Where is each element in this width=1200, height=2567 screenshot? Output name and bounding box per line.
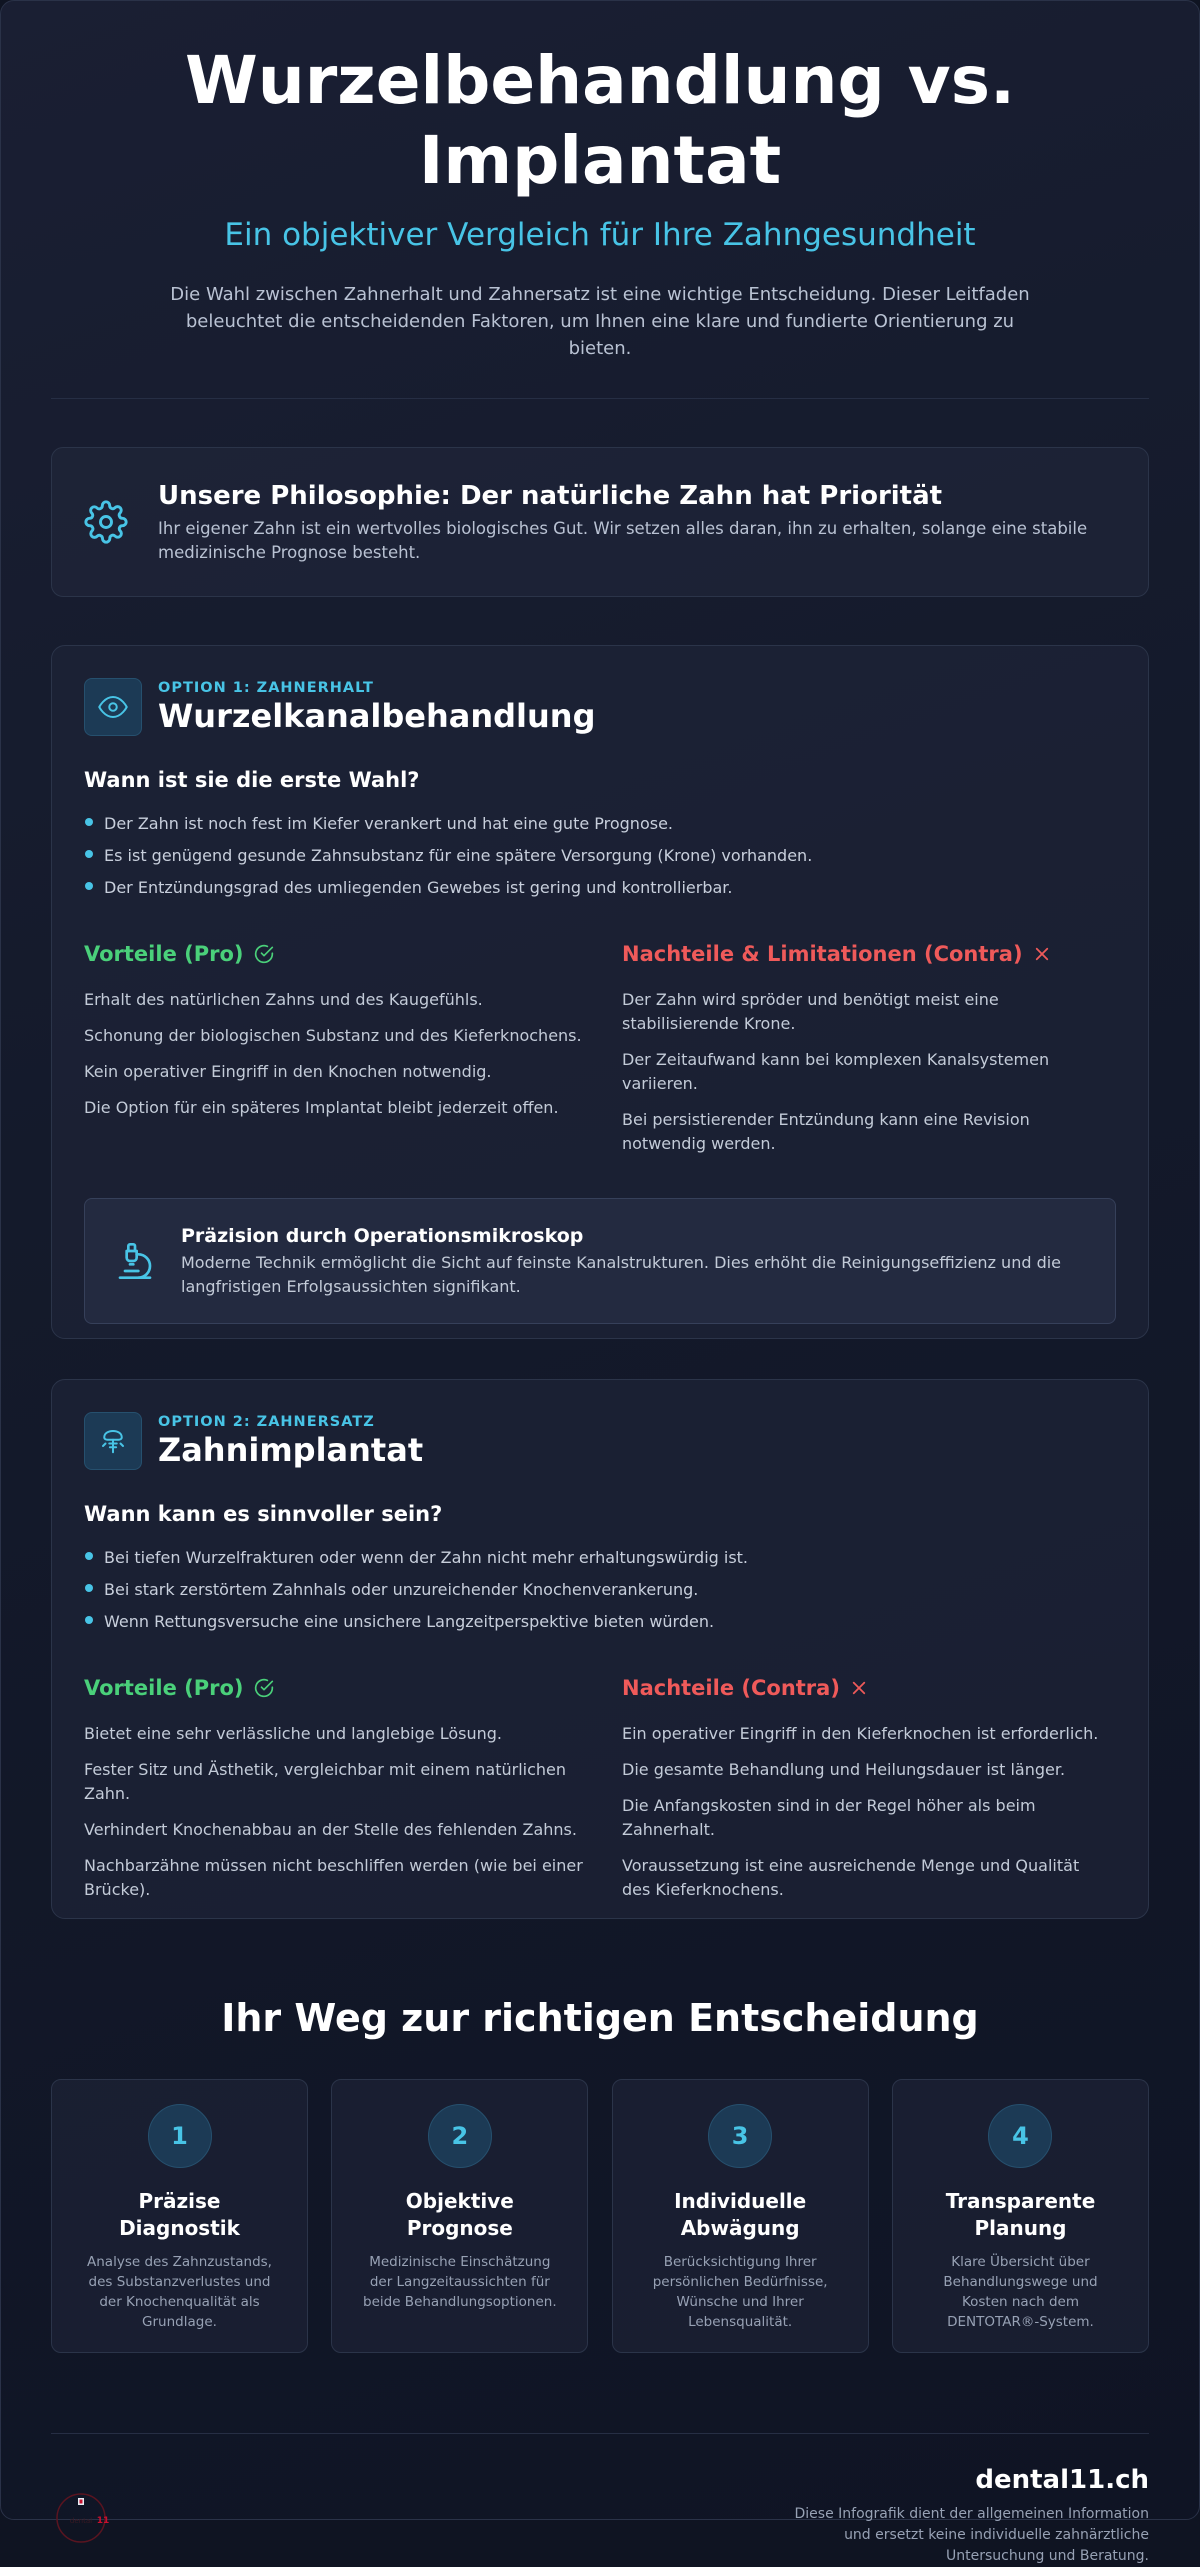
option-2-pro-title [84, 1674, 600, 1702]
footer-divider [51, 2433, 1149, 2434]
step-number: 2 [428, 2104, 492, 2168]
step-title: Objektive Prognose [405, 2189, 514, 2240]
option-1-when-title: Wann ist sie die erste Wahl? [84, 768, 420, 792]
step-number: 1 [148, 2104, 212, 2168]
option-1-tag: OPTION 1: ZAHNERHALT [158, 680, 374, 696]
step-number: 3 [708, 2104, 772, 2168]
option-2-icon-box [84, 1412, 142, 1470]
option-1-pro-title [84, 940, 600, 968]
step-card [51, 2079, 308, 2353]
option-2-tag: OPTION 2: ZAHNERSATZ [158, 1414, 375, 1430]
step-title: Individuelle Abwägung [674, 2189, 807, 2240]
list-item: Bei tiefen Wurzelfrakturen oder wenn der Zahn nicht mehr erhaltungswürdig ist. [84, 1542, 1116, 1574]
list-item: Die gesamte Behandlung und Heilungsdauer ist länger. [622, 1760, 1066, 1779]
con-title-label: Nachteile & Limitationen (Contra) [622, 942, 1023, 966]
option-1-header [84, 678, 1116, 736]
list-item: Die Option für ein späteres Implantat bleibt jederzeit offen. [84, 1098, 559, 1117]
pro-title-label: Vorteile (Pro) [84, 942, 244, 966]
footer [51, 2464, 1149, 2567]
step-card [612, 2079, 869, 2353]
con-title-label: Nachteile (Contra) [622, 1676, 840, 1700]
philosophy-text: Ihr eigener Zahn ist ein wertvolles biologisches Gut. Wir setzen alles daran, ihn zu erhalten, solange eine stabile medizinische Prognose besteht. [158, 519, 1088, 562]
list-item: Der Zahn ist noch fest im Kiefer verankert und hat eine gute Prognose. [84, 808, 1116, 840]
list-item: Bei persistierender Entzündung kann eine Revision notwendig werden. [622, 1110, 1030, 1153]
step-text: Medizinische Einschätzung der Langzeitaussichten für beide Behandlungsoptionen. [363, 2254, 557, 2310]
option-1-icon-box [84, 678, 142, 736]
option-2-con-list [622, 1722, 1116, 1902]
microscope-icon [115, 1241, 155, 1281]
option-1-title: Wurzelkanalbehandlung [158, 697, 596, 735]
step-card [331, 2079, 588, 2353]
check-circle-icon [254, 1678, 274, 1698]
list-item: Verhindert Knochenabbau an der Stelle des fehlenden Zahns. [84, 1820, 577, 1839]
option-2-pro-column [84, 1674, 600, 1914]
gear-icon [84, 500, 128, 544]
list-item: Nachbarzähne müssen nicht beschliffen werden (wie bei einer Brücke). [84, 1856, 583, 1899]
x-icon [850, 1679, 868, 1697]
option-2-pro-list [84, 1722, 600, 1902]
dental11-logo-icon [51, 2486, 111, 2546]
list-item: Der Zeitaufwand kann bei komplexen Kanalsystemen variieren. [622, 1050, 1050, 1093]
option-1-when-list [84, 808, 1116, 904]
eye-icon [98, 692, 128, 722]
list-item: Es ist genügend gesunde Zahnsubstanz für eine spätere Versorgung (Krone) vorhanden. [84, 840, 1116, 872]
step-number: 4 [988, 2104, 1052, 2168]
step-title: Präzise Diagnostik [119, 2189, 240, 2240]
svg-text:11: 11 [96, 2515, 110, 2526]
option-2-card [51, 1379, 1149, 1919]
pro-title-label: Vorteile (Pro) [84, 1676, 244, 1700]
list-item: Bei stark zerstörtem Zahnhals oder unzureichender Knochenverankerung. [84, 1574, 1116, 1606]
list-item: Kein operativer Eingriff in den Knochen notwendig. [84, 1062, 492, 1081]
page-title: Wurzelbehandlung vs. Implantat [184, 42, 1016, 199]
list-item: Der Entzündungsgrad des umliegenden Gewebes ist gering und kontrollierbar. [84, 872, 1116, 904]
option-2-con-column [600, 1674, 1116, 1914]
option-2-title: Zahnimplantat [158, 1431, 424, 1469]
intro-text: Die Wahl zwischen Zahnerhalt und Zahnersatz ist eine wichtige Entscheidung. Dieser Leitfaden beleuchtet die entscheidenden Faktoren, um Ihnen eine klare und fundierte Orientierung zu bieten. [170, 284, 1030, 359]
option-1-pro-contra [84, 940, 1116, 1168]
svg-text:dental: dental [69, 2516, 93, 2525]
step-text: Analyse des Zahnzustands, des Substanzverlustes und der Knochenqualität als Grundlage. [87, 2254, 272, 2330]
list-item: Wenn Rettungsversuche eine unsichere Langzeitperspektive bieten würden. [84, 1606, 1116, 1638]
option-2-header [84, 1412, 1116, 1470]
option-1-pro-column [84, 940, 600, 1168]
option-1-pro-list [84, 988, 600, 1120]
option-2-pro-contra [84, 1674, 1116, 1914]
philosophy-box [51, 447, 1149, 597]
list-item: Erhalt des natürlichen Zahns und des Kaugefühls. [84, 990, 483, 1009]
header [51, 1, 1149, 362]
page-subtitle: Ein objektiver Vergleich für Ihre Zahngesundheit [224, 217, 976, 253]
option-1-con-list [622, 988, 1116, 1156]
highlight-text: Moderne Technik ermöglicht die Sicht auf feinste Kanalstrukturen. Dies erhöht die Reinigungseffizienz und die langfristigen Erfolgsaussichten signifikant. [181, 1253, 1062, 1296]
list-item: Fester Sitz und Ästhetik, vergleichbar mit einem natürlichen Zahn. [84, 1760, 567, 1803]
option-1-con-title [622, 940, 1116, 968]
option-1-card [51, 645, 1149, 1339]
brand-name: dental11.ch [975, 2465, 1149, 2495]
highlight-title: Präzision durch Operationsmikroskop [181, 1225, 584, 1247]
list-item: Schonung der biologischen Substanz und des Kieferknochens. [84, 1026, 582, 1045]
philosophy-title: Unsere Philosophie: Der natürliche Zahn hat Priorität [158, 481, 943, 511]
implant-icon [98, 1426, 128, 1456]
option-2-con-title [622, 1674, 1116, 1702]
microscope-highlight-box [84, 1198, 1116, 1324]
list-item: Der Zahn wird spröder und benötigt meist eine stabilisierende Krone. [622, 990, 999, 1033]
list-item: Ein operativer Eingriff in den Kieferknochen ist erforderlich. [622, 1724, 1099, 1743]
step-text: Berücksichtigung Ihrer persönlichen Bedürfnisse, Wünsche und Ihrer Lebensqualität. [652, 2254, 828, 2330]
step-text: Klare Übersicht über Behandlungswege und Kosten nach dem DENTOTAR®-System. [943, 2254, 1098, 2330]
step-card [892, 2079, 1149, 2353]
step-title: Transparente Planung [945, 2189, 1096, 2240]
steps-title: Ihr Weg zur richtigen Entscheidung [221, 1996, 979, 2040]
check-circle-icon [254, 944, 274, 964]
option-2-when-title: Wann kann es sinnvoller sein? [84, 1502, 443, 1526]
list-item: Die Anfangskosten sind in der Regel höher als beim Zahnerhalt. [622, 1796, 1036, 1839]
x-icon [1033, 945, 1051, 963]
list-item: Bietet eine sehr verlässliche und langlebige Lösung. [84, 1724, 502, 1743]
header-divider [51, 398, 1149, 399]
disclaimer-text: Diese Infografik dient der allgemeinen Information und ersetzt keine individuelle zahnärztliche Untersuchung und Beratung. [794, 2506, 1149, 2564]
option-2-when-list [84, 1542, 1116, 1638]
list-item: Voraussetzung ist eine ausreichende Menge und Qualität des Kieferknochens. [622, 1856, 1080, 1899]
option-1-con-column [600, 940, 1116, 1168]
steps-row [51, 2079, 1149, 2353]
